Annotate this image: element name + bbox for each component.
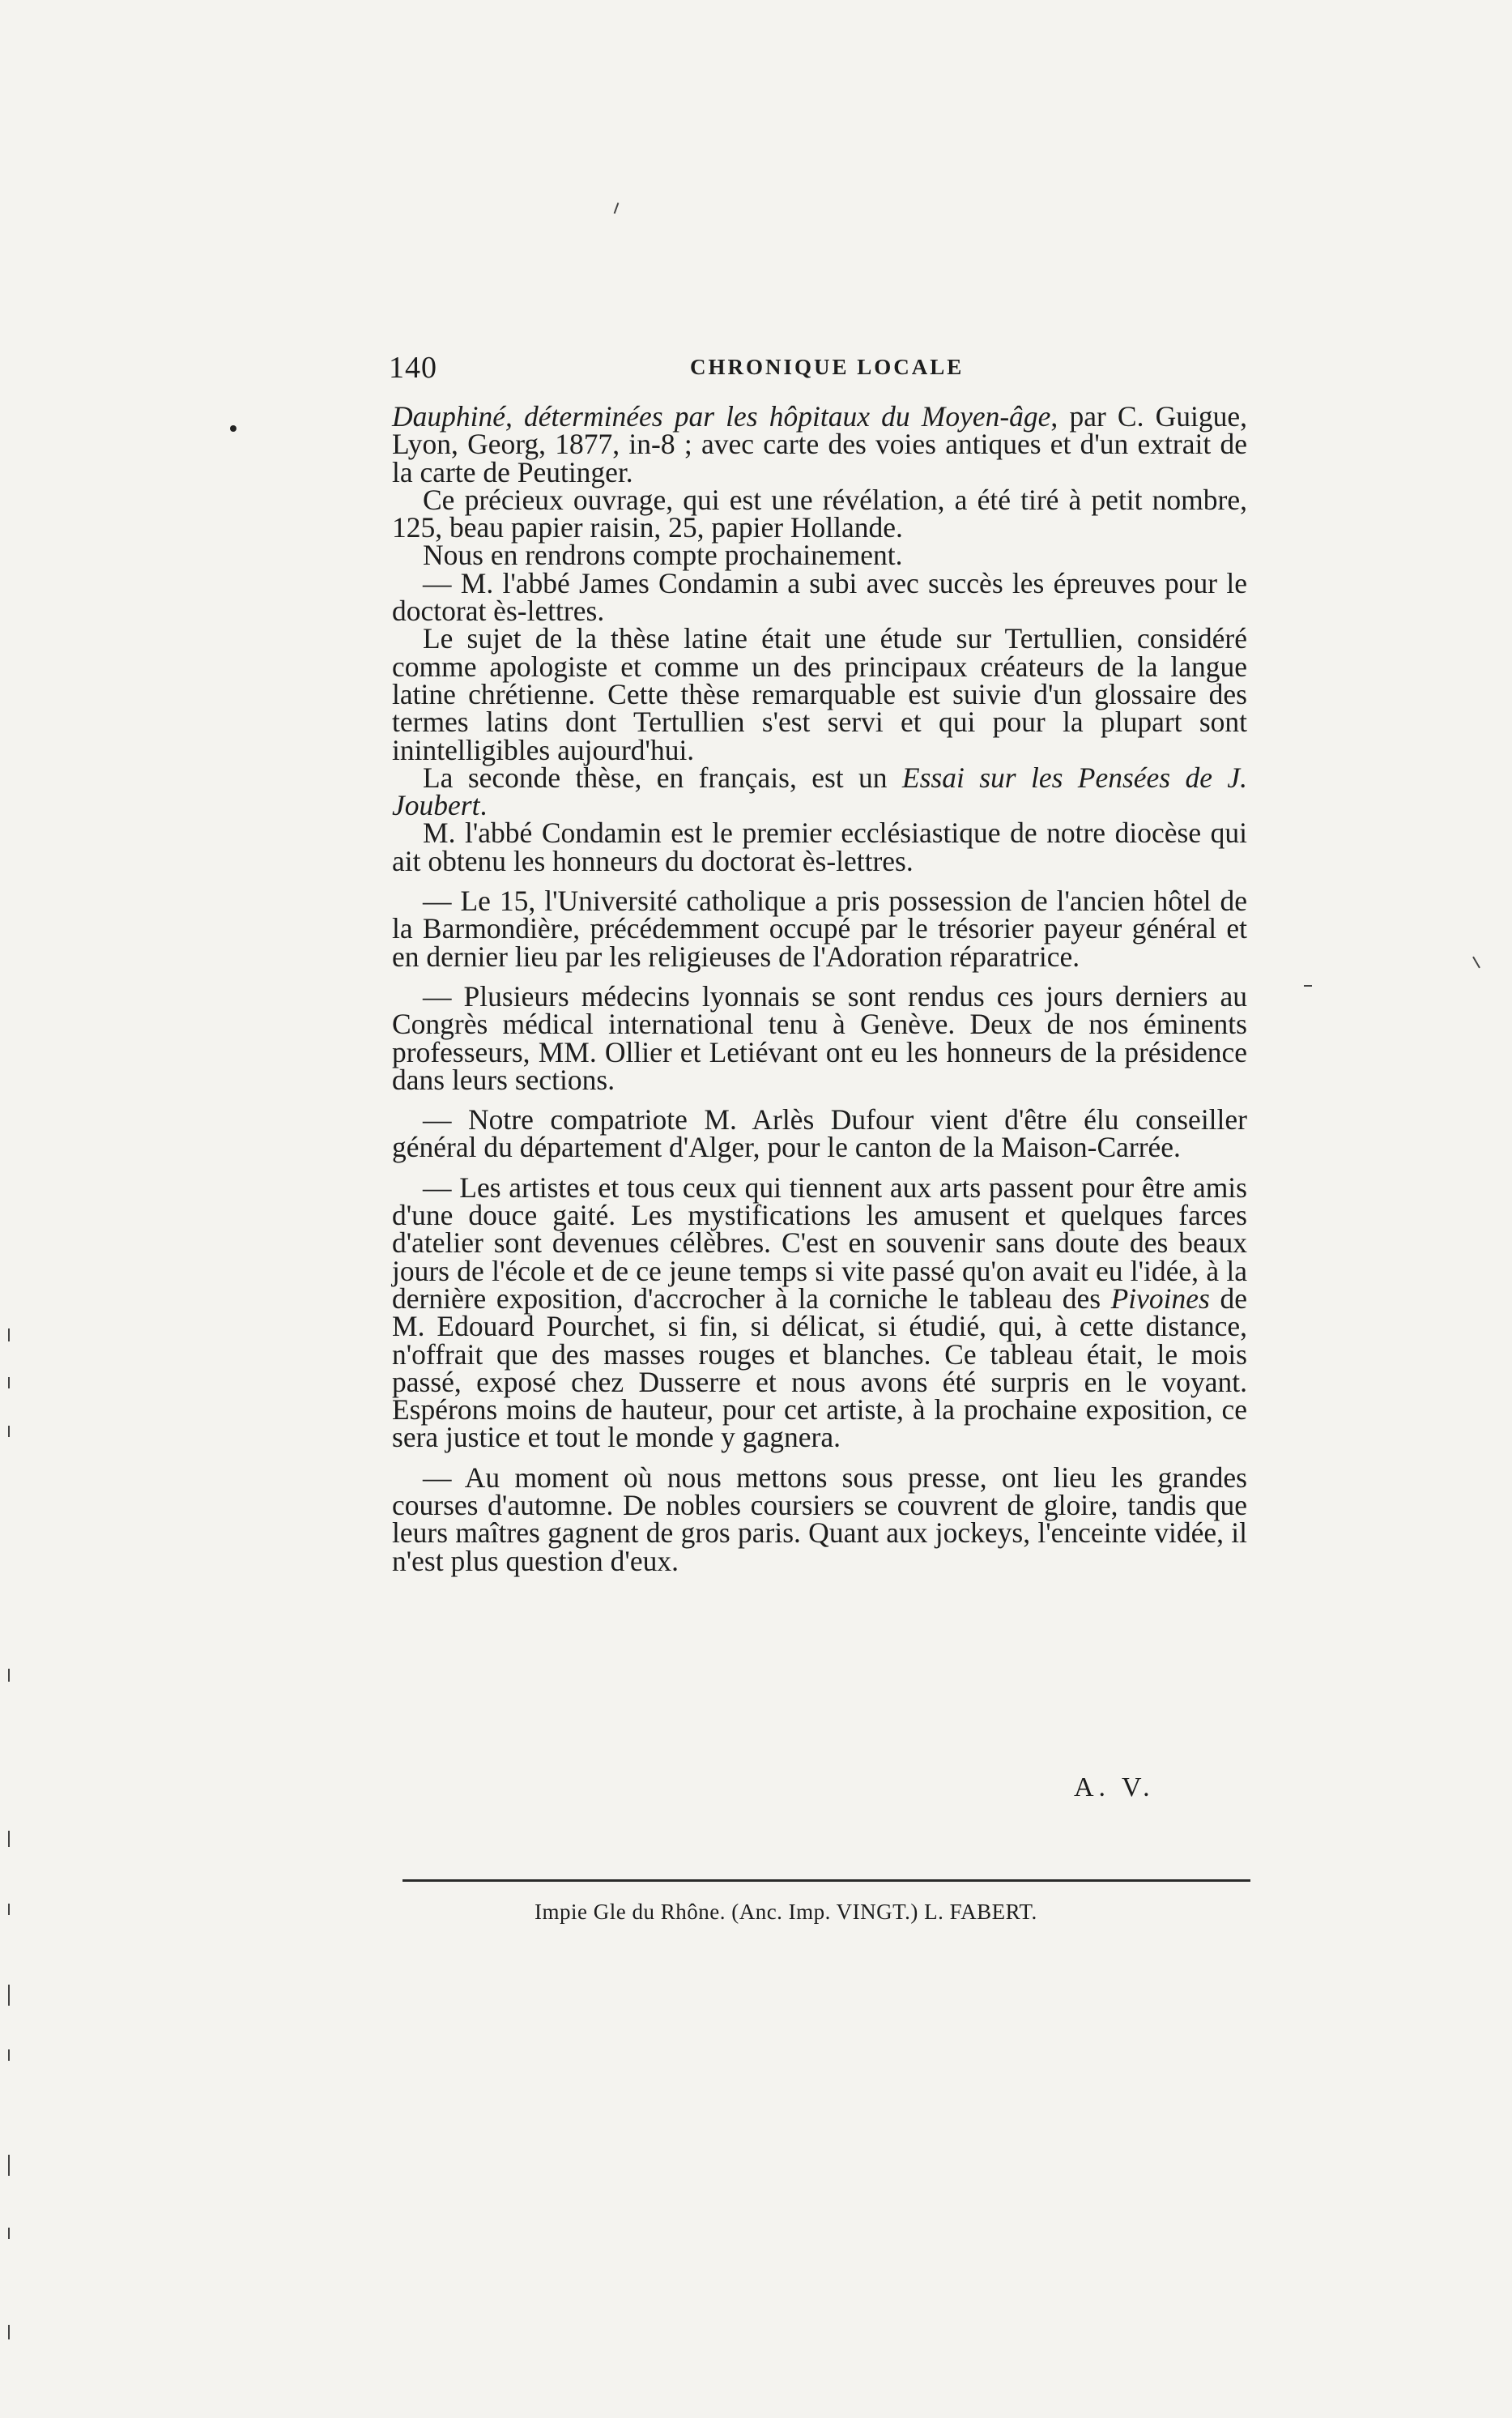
margin-ink-mark <box>8 2325 10 2339</box>
paragraph-arles-dufour: — Notre compatriote M. Arlès Dufour vient d'être élu conseiller général du département d'Alger, pour le canton de la Maison-Carrée. <box>392 1103 1247 1164</box>
paragraph-precious-work: Ce précieux ouvrage, qui est une révélation, a été tiré à petit nombre, 125, beau papier raisin, 25, papier Hollande. <box>392 483 1247 544</box>
margin-ink-mark <box>1304 985 1312 987</box>
footer-rule <box>402 1879 1250 1882</box>
paragraph-courses-automne: — Au moment où nous mettons sous presse, ont lieu les grandes courses d'automne. De nobles coursiers se couvrent de gloire, tandis que leurs maîtres gagnent de gros paris. Quant aux jockeys, l'enceinte vidée, il n'est plus question d'eux. <box>392 1461 1247 1577</box>
artistes-text-end: de M. Edouard Pourchet, si fin, si délicat, si étudié, qui, à cette distance, n'offrait que des masses rouges et blanches. Ce tableau était, le mois passé, exposé chez Dusserre et nous avons été surpris en le voyant. Espérons moins de hauteur, pour cet artiste, à la prochaine exposition, ce sera justice et tout le monde y gagnera. <box>392 1281 1247 1454</box>
printer-imprint: Impie Gle du Rhône. (Anc. Imp. VINGT.) L. FABERT. <box>535 1900 1037 1924</box>
article-body <box>392 400 1247 1577</box>
margin-ink-mark <box>8 1904 10 1915</box>
margin-ink-mark <box>8 1426 10 1437</box>
book-title-rest: , par C. Guigue, Lyon, Georg, 1877, in-8 ; avec carte des voies antiques et d'un extrait de la carte de Peutinger. <box>392 400 1247 488</box>
margin-ink-mark <box>8 2228 10 2239</box>
margin-ink-mark <box>8 2049 10 2061</box>
margin-ink-mark <box>8 1985 10 2006</box>
page-header <box>389 350 1247 386</box>
margin-ink-mark <box>8 1831 10 1847</box>
paragraph-latin-thesis: Le sujet de la thèse latine était une étude sur Tertullien, considéré comme apologiste et comme un des principaux créateurs de la langue latine chrétienne. Cette thèse remarquable est suivie d'un glossaire des termes latins dont Tertullien s'est servi et qui pour la plupart sont inintelligibles aujourd'hui. <box>392 622 1247 766</box>
margin-ink-mark <box>8 2155 10 2176</box>
paragraph-congres-medical: — Plusieurs médecins lyonnais se sont rendus ces jours derniers au Congrès médical international tenu à Genève. Deux de nos éminents professeurs, MM. Ollier et Letiévant ont eu les honneurs de la présidence dans leurs sections. <box>392 979 1247 1096</box>
book-title-italic: Dauphiné, déterminées par les hôpitaux du Moyen-âge <box>392 400 1051 433</box>
margin-ink-mark <box>614 203 620 214</box>
paragraph-french-thesis <box>392 761 1247 822</box>
paragraph-first-ecclesiastic: M. l'abbé Condamin est le premier ecclésiastique de notre diocèse qui ait obtenu les honneurs du doctorat ès-lettres. <box>392 817 1247 877</box>
paragraph-condamin-doctorate: — M. l'abbé James Condamin a subi avec succès les épreuves pour le doctorat ès-lettres. <box>392 566 1247 628</box>
pivoines-title: Pivoines <box>1110 1281 1210 1315</box>
french-thesis-title: Essai sur les Pensées de J. Joubert <box>392 761 1247 822</box>
margin-ink-mark <box>8 1377 10 1388</box>
paragraph-artistes <box>392 1171 1247 1454</box>
artistes-text-start: — Les artistes et tous ceux qui tiennent aux arts passent pour être amis d'une douce gaité. Les mystifications les amusent et quelques farces d'atelier sont devenues célèbres. C'est en souvenir sans doute des beaux jours de l'école et de ce jeune temps si vite passé qu'on avait eu l'idée, à la dernière exposition, d'accrocher à la corniche le tableau des <box>392 1171 1247 1315</box>
paragraph-review-soon: Nous en rendrons compte prochainement. <box>423 539 903 572</box>
french-thesis-end: . <box>479 789 488 822</box>
page-number: 140 <box>389 351 437 385</box>
running-head: CHRONIQUE LOCALE <box>690 355 965 379</box>
paragraph-universite-catholique: — Le 15, l'Université catholique a pris possession de l'ancien hôtel de la Barmondière, précédemment occupé par le trésorier payeur général et en dernier lieu par les religieuses de l'Adoration réparatrice. <box>392 885 1247 973</box>
margin-ink-dot <box>230 425 236 432</box>
paragraph-book-title <box>392 400 1247 488</box>
french-thesis-intro: La seconde thèse, en français, est un <box>423 761 902 794</box>
margin-ink-mark <box>1472 957 1480 969</box>
margin-ink-mark <box>8 1669 10 1682</box>
signature: A. V. <box>1074 1772 1155 1802</box>
margin-ink-mark <box>8 1328 10 1341</box>
